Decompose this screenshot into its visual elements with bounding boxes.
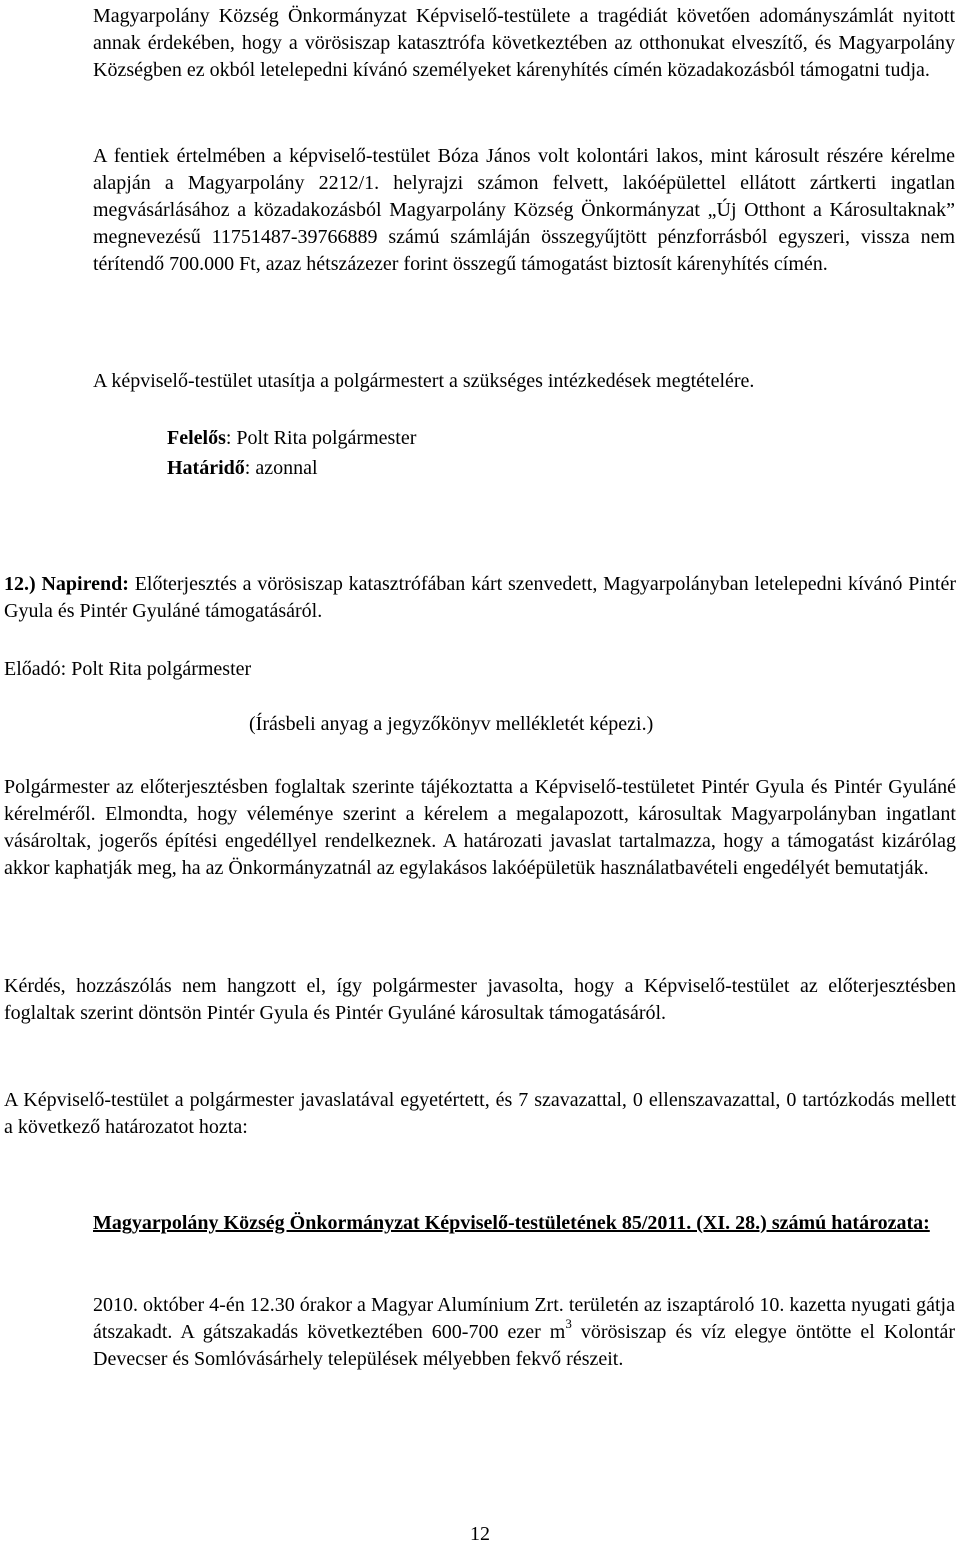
responsible-value: : Polt Rita polgármester (225, 427, 417, 449)
superscript-three: 3 (565, 1316, 572, 1332)
attachment-note: (Írásbeli anyag a jegyzőkönyv mellékletét képezi.) (249, 713, 654, 735)
paragraph-support-boza: A fentiek értelmében a képviselő-testület Bóza János volt kolontári lakos, mint károsult részére kérelme alapján a Magyarpolány 2212/1. helyrajzi számon felvett, lakóépülettel ellátott zártkerti ingatlan megvásárlásához a közadakozásból Magyarpolány Község Önkormányzat „Új Otthont a Károsultaknak” megnevezésű 11751487-39766889 számú számláján összegyűjtött pénzforrásból egyszeri, vissza nem térítendő 700.000 Ft, azaz hétszázezer forint összegű támogatást biztosít kárenyhítés címén. (93, 145, 955, 275)
paragraph-question: Kérdés, hozzászólás nem hangzott el, így polgármester javasolta, hogy a Képviselő-testület az előterjesztésben foglaltak szerint döntsön Pintér Gyula és Pintér Gyuláné károsultak támogatásáról. (4, 975, 956, 1024)
agenda-label: Napirend: (41, 573, 129, 595)
deadline-label: Határidő (167, 457, 245, 479)
paragraph-vote: A Képviselő-testület a polgármester javaslatával egyetértett, és 7 szavazattal, 0 ellenszavazattal, 0 tartózkodás mellett a következő határozatot hozta: (4, 1089, 956, 1138)
paragraph-mayor-report: Polgármester az előterjesztésben foglaltak szerinte tájékoztatta a Képviselő-testületet Pintér Gyula és Pintér Gyuláné kérelméről. Elmondta, hogy véleménye szerint a kérelem a megalapozott, károsultak Magyarpolányban ingatlant vásároltak, jogerős építési engedéllyel rendelkeznek. A határozati javaslat tartalmazza, hogy a támogatást kizárólag akkor kaphatják meg, ha az Önkormányzatnál az egylakásos lakóépületük használatbavételi engedélyét bemutatják. (4, 776, 956, 879)
page-number: 12 (470, 1523, 490, 1545)
paragraph-instruction: A képviselő-testület utasítja a polgármestert a szükséges intézkedések megtételére. (93, 370, 755, 392)
item-number: 12.) (4, 573, 36, 595)
responsible-line (167, 425, 416, 452)
responsible-label: Felelős (167, 427, 226, 449)
paragraph-fund: Magyarpolány Község Önkormányzat Képviselő-testülete a tragédiát követően adományszámlát nyitott annak érdekében, hogy a vörösiszap katasztrófa következtében az otthonukat elveszítő, és Magyarpolány Községben ez okból letelepedni kívánó személyeket kárenyhítés címén közadakozásból támogatni tudja. (93, 5, 955, 81)
presenter-line: Előadó: Polt Rita polgármester (4, 658, 252, 680)
resolution-body-text: 2010. október 4-én 12.30 órakor a Magyar Alumínium Zrt. területén az iszaptároló 10. kazetta nyugati gátja átszakadt. A gátszakadás következtében 600-700 ezer m (93, 1294, 955, 1343)
deadline-value: : azonnal (244, 457, 318, 479)
resolution-body-end: vörösiszap és víz elegye öntötte el Kolontár Devecser és Somlóvásárhely települések mélyebben fekvő részeit. (93, 1321, 955, 1370)
deadline-line (167, 455, 318, 482)
agenda-item-12 (4, 571, 956, 625)
resolution-body (93, 1292, 955, 1373)
agenda-text: Előterjesztés a vörösiszap katasztrófában kárt szenvedett, Magyarpolányban letelepedni kívánó Pintér Gyula és Pintér Gyuláné támogatásáról. (4, 573, 956, 622)
resolution-title: Magyarpolány Község Önkormányzat Képviselő-testületének 85/2011. (XI. 28.) számú határozata: (93, 1212, 930, 1234)
